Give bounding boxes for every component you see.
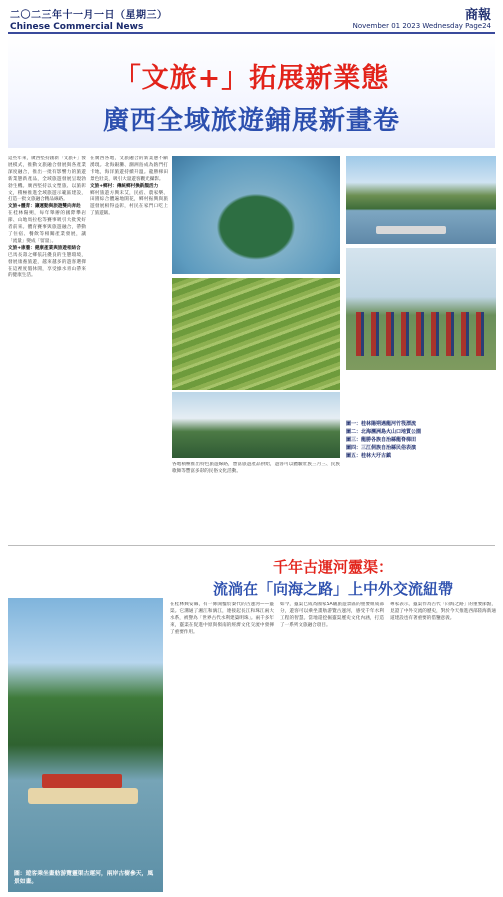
- photo-lingqu-canal: [8, 598, 163, 892]
- photo-caption-list: [346, 420, 496, 538]
- canal-photo-caption: 圖：遊客乘坐畫舫游覽靈渠古運河，兩岸古樹參天，風景如畫。: [14, 871, 154, 885]
- lead-column-3: [172, 462, 340, 540]
- lead-col2-text2: 鄉村旅遊方興未艾，民宿、農家樂、田園綜合體遍地開花，鄉村振興與旅遊發展相得益彰，村民在家門口吃上了旅遊飯。: [90, 190, 168, 217]
- lead-headline-line2: 廣西全域旅遊鋪展新畫卷: [102, 106, 400, 136]
- photo-river-karst: [346, 156, 496, 244]
- lead-subhead-sports: 文旅+體育：讓運動與旅遊雙向奔赴: [8, 204, 81, 210]
- issue-line: November 01 2023 Wednesday Page24: [352, 22, 491, 30]
- lead-col2-text: 在廣西各地，文旅融合的新業態不斷湧現。北海銀灘、潿洲島成為熱門打卡地，海洋旅遊持續升溫。龍勝梯田景色壯美，吸引大量遊客觀光攝影。: [90, 156, 168, 182]
- lead-column-1: [8, 156, 86, 540]
- lead-subhead-village: 文旅+鄉村：傳統鄉村換新顏活力: [90, 183, 159, 189]
- photo-folk-dance: [346, 248, 496, 370]
- river-boats: [376, 226, 446, 234]
- second-column-2: [280, 602, 384, 892]
- lead-column-2: [90, 156, 168, 540]
- lead-headline-line1: 「文旅+」拓展新業態: [113, 63, 390, 94]
- lead-subhead-health: 文旅+康養：健康產業與旅遊相結合: [8, 245, 81, 251]
- second-col3-text: 專家表示，靈渠作為古代「向海之路」的重要節點，見證了中外交流的歷史，對於今天推進西部陸海新通道建設也有著重要的借鑒意義。: [390, 602, 496, 621]
- caption-line: 圖三：龍勝各族自治縣龍脊梯田: [346, 437, 417, 443]
- second-headline-line2: 流淌在「向海之路」上中外交流紐帶: [212, 580, 453, 598]
- masthead-logo: 商報: [464, 8, 491, 23]
- lead-col3-text: 各地積極推出特色旅遊線路，豐富旅遊產品供給，遊客可以體驗壯族三月三、民族歌舞等豐富多彩的民俗文化活動。: [172, 462, 340, 474]
- dancers-figures: [356, 312, 486, 356]
- caption-line: 圖四：三江侗族自治縣民俗表演: [346, 445, 417, 451]
- masthead-date: 二〇二三年十一月一日（星期三）: [10, 10, 168, 21]
- photo-island-bay: [172, 156, 340, 274]
- second-column-1: [170, 602, 274, 892]
- second-column-3: [390, 602, 496, 892]
- caption-line: 圖二：北海潿洲島火山口地質公園: [346, 429, 422, 435]
- lead-col1-text: 這些年來，廣西堅持創新「文旅+」發展模式，推動文旅融合發展與各產業深度融合，推出一批有影響力的旅遊新業態新產品，全域旅遊發展呈現勃勃生機。廣西堅持以文塑旅、以旅彰文，積極推進全域旅遊示範區建設，打造一批文旅融合精品線路。: [8, 156, 86, 203]
- lead-col1-text2: 在桂林陽朔，每年舉辦的國際攀岩節、山地馬拉松等賽事吸引大批愛好者前來。體育賽事與旅遊融合，帶動了住宿、餐飲等相關產業發展，讓「流量」變成「留量」。: [8, 211, 86, 244]
- lead-col1-text3: 巴馬長壽之鄉依託優良的生態環境，發展康養旅遊，越來越多的遊客選擇在這裡度假休閒，享受綠水青山帶來的健康生活。: [8, 252, 86, 279]
- section-divider: [8, 545, 495, 546]
- tour-boat: [28, 788, 138, 804]
- caption-line: 圖五：桂林大圩古鎮: [346, 453, 392, 459]
- photo-karst-mountains: [172, 392, 340, 458]
- paper-name: Chinese Commercial News: [10, 22, 144, 32]
- second-col2-text: 如今，靈渠已成為國家5A級旅遊景區的重要組成部分，遊客可以乘坐畫舫游覽古運河，感受千年水利工程的智慧。當地還挖掘靈渠歷史文化內涵，打造了一系列文旅融合項目。: [280, 602, 384, 628]
- photo-rice-terraces: [172, 278, 340, 390]
- second-col1-text: 在桂林興安縣，有一條開鑿於秦代的古運河——靈渠。它溝通了湘江和漓江，連接起長江和珠江兩大水系，被譽為「世界古代水利建築明珠」。兩千多年來，靈渠在促進中原與嶺南的經濟文化交流中發揮了重要作用。: [170, 602, 274, 635]
- second-headline-line1: 千年古運河靈渠：: [272, 558, 393, 576]
- boat-roof: [42, 774, 122, 788]
- caption-line: 圖一：桂林陽朔遇龍河竹筏漂流: [346, 421, 417, 427]
